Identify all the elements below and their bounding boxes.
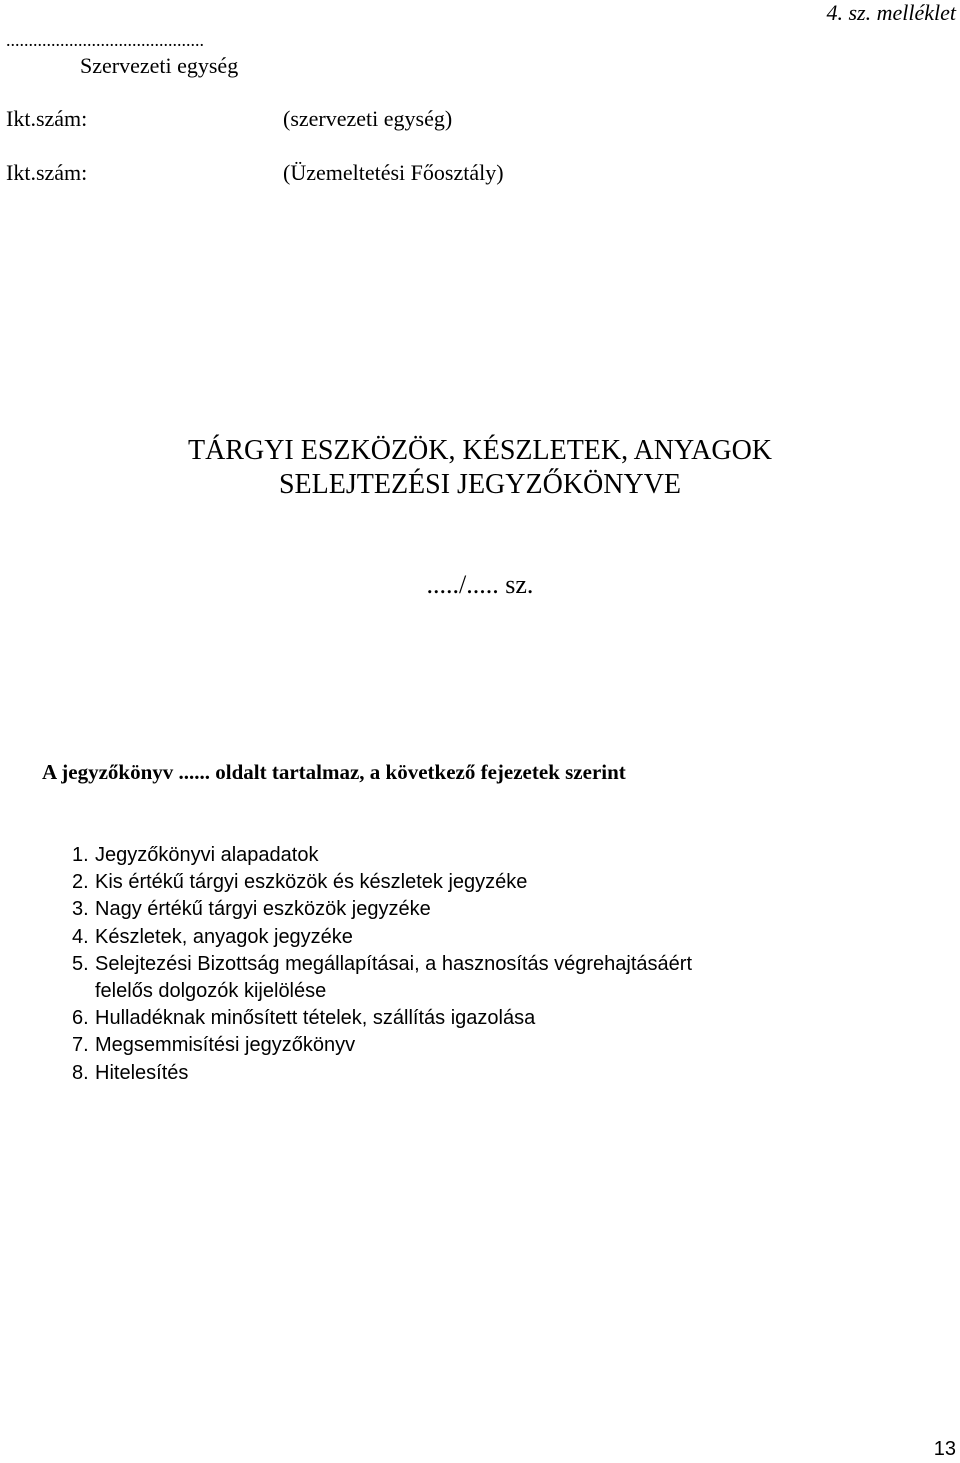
chapter-title: Készletek, anyagok jegyzéke <box>95 925 353 948</box>
chapter-item <box>72 1005 745 1032</box>
chapter-item <box>72 924 745 951</box>
document-title <box>0 434 960 502</box>
chapter-title: Kis értékű tárgyi eszközök és készletek jegyzéke <box>95 871 528 894</box>
chapter-item <box>72 951 745 1005</box>
chapter-item <box>72 842 745 869</box>
org-unit-blank: ............................................ <box>6 30 204 50</box>
chapter-list <box>72 842 745 1087</box>
filing-number-unit: (szervezeti egység) <box>283 106 453 131</box>
chapter-number: 2. <box>72 871 89 894</box>
filing-number-label: Ikt.szám: <box>6 106 88 131</box>
chapter-title: Megsemmisítési jegyzőkönyv <box>95 1034 356 1057</box>
chapter-number: 6. <box>72 1007 89 1030</box>
chapter-title: Hitelesítés <box>95 1061 189 1084</box>
filing-number-label: Ikt.szám: <box>6 160 88 185</box>
filing-number-unit: (Üzemeltetési Főosztály) <box>283 160 504 185</box>
chapter-item <box>72 1060 745 1087</box>
chapter-title: Nagy értékű tárgyi eszközök jegyzéke <box>95 898 431 921</box>
chapter-number: 4. <box>72 925 89 948</box>
document-title-line: SELEJTEZÉSI JEGYZŐKÖNYVE <box>278 469 682 500</box>
chapter-number: 3. <box>72 898 89 921</box>
chapter-item <box>72 869 745 896</box>
page-count-summary: A jegyzőkönyv ...... oldalt tartalmaz, a következő fejezetek szerint <box>42 760 626 784</box>
chapter-number: 5. <box>72 952 89 975</box>
chapter-item <box>72 1032 745 1059</box>
chapter-title: Hulladéknak minősített tételek, szállítás igazolása <box>95 1007 536 1030</box>
document-title-line: TÁRGYI ESZKÖZÖK, KÉSZLETEK, ANYAGOK <box>187 435 773 466</box>
document-number: ...../..... sz. <box>426 570 534 599</box>
chapter-number: 8. <box>72 1061 89 1084</box>
chapter-title: Jegyzőkönyvi alapadatok <box>95 844 319 866</box>
chapter-number: 1. <box>72 844 89 866</box>
page-number: 13 <box>933 1438 956 1460</box>
chapter-title: Selejtezési Bizottság megállapításai, a hasznosítás végrehajtásáért felelős dolgozók kijelölése <box>95 952 693 1003</box>
chapter-item <box>72 896 745 923</box>
org-unit-label: Szervezeti egység <box>80 53 239 78</box>
annex-label: 4. sz. melléklet <box>826 0 956 25</box>
chapter-number: 7. <box>72 1034 89 1057</box>
